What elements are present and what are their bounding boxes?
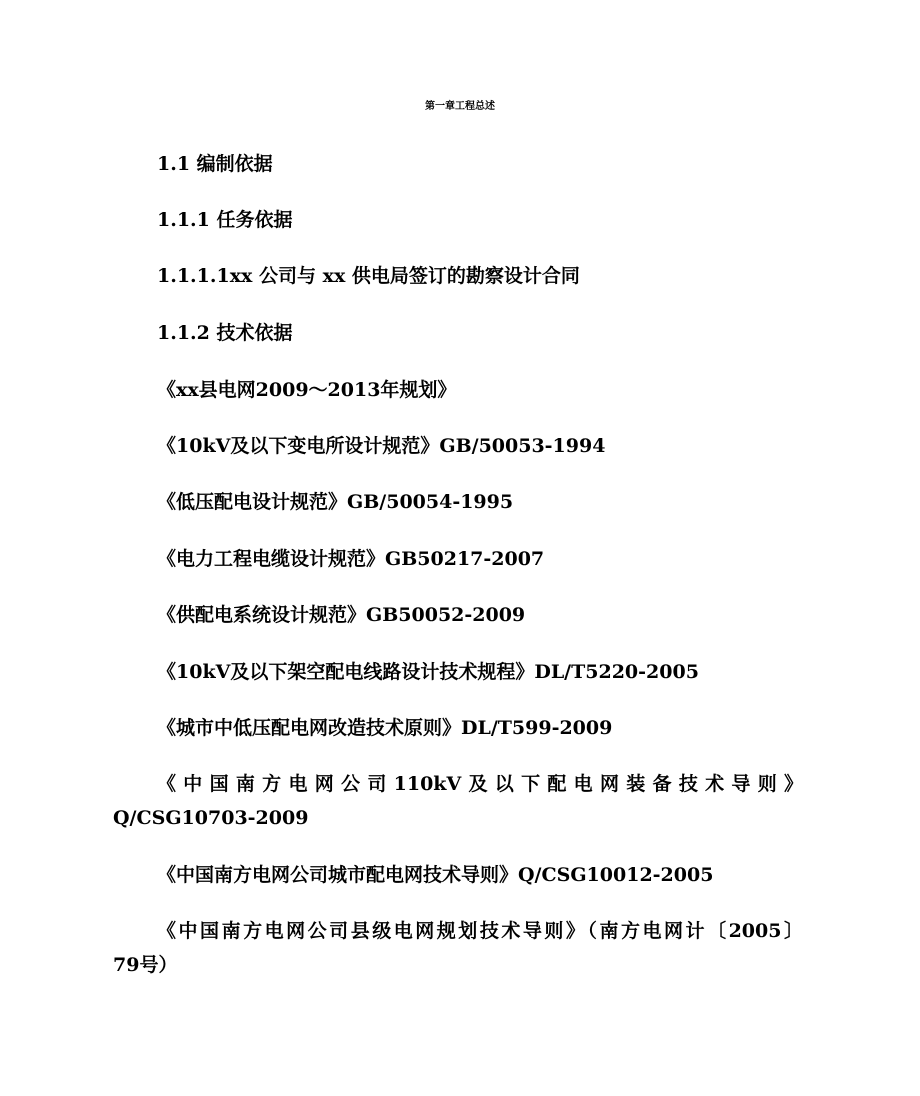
- reference-item: 《10kV及以下架空配电线路设计技术规程》DL/T5220-2005: [157, 661, 699, 683]
- reference-csg-110kv-line1: 《中国南方电网公司110kV及以下配电网装备技术导则》: [157, 773, 803, 795]
- reference-csg-110kv-line2: Q/CSG10703-2009: [113, 807, 309, 829]
- heading-1-1: 1.1 编制依据: [157, 153, 273, 175]
- heading-1-1-2: 1.1.2 技术依据: [157, 322, 293, 344]
- reference-item: 《电力工程电缆设计规范》GB50217-2007: [157, 548, 545, 570]
- reference-csg-county-line2: 79号）: [113, 954, 178, 976]
- reference-csg-city: 《中国南方电网公司城市配电网技术导则》Q/CSG10012-2005: [157, 864, 714, 886]
- heading-1-1-1: 1.1.1 任务依据: [157, 209, 293, 231]
- reference-item: 《供配电系统设计规范》GB50052-2009: [157, 604, 526, 626]
- reference-item: 《低压配电设计规范》GB/50054-1995: [157, 491, 514, 513]
- reference-csg-county-line1: 《中国南方电网公司县级电网规划技术导则》（南方电网计〔2005〕: [157, 920, 803, 942]
- reference-item: 《10kV及以下变电所设计规范》GB/50053-1994: [157, 435, 606, 457]
- heading-1-1-1-1: 1.1.1.1xx 公司与 xx 供电局签订的勘察设计合同: [157, 265, 580, 287]
- reference-item: 《xx县电网2009～2013年规划》: [157, 379, 457, 401]
- reference-item: 《城市中低压配电网改造技术原则》DL/T599-2009: [157, 717, 613, 739]
- chapter-title: 第一章工程总述: [425, 101, 495, 112]
